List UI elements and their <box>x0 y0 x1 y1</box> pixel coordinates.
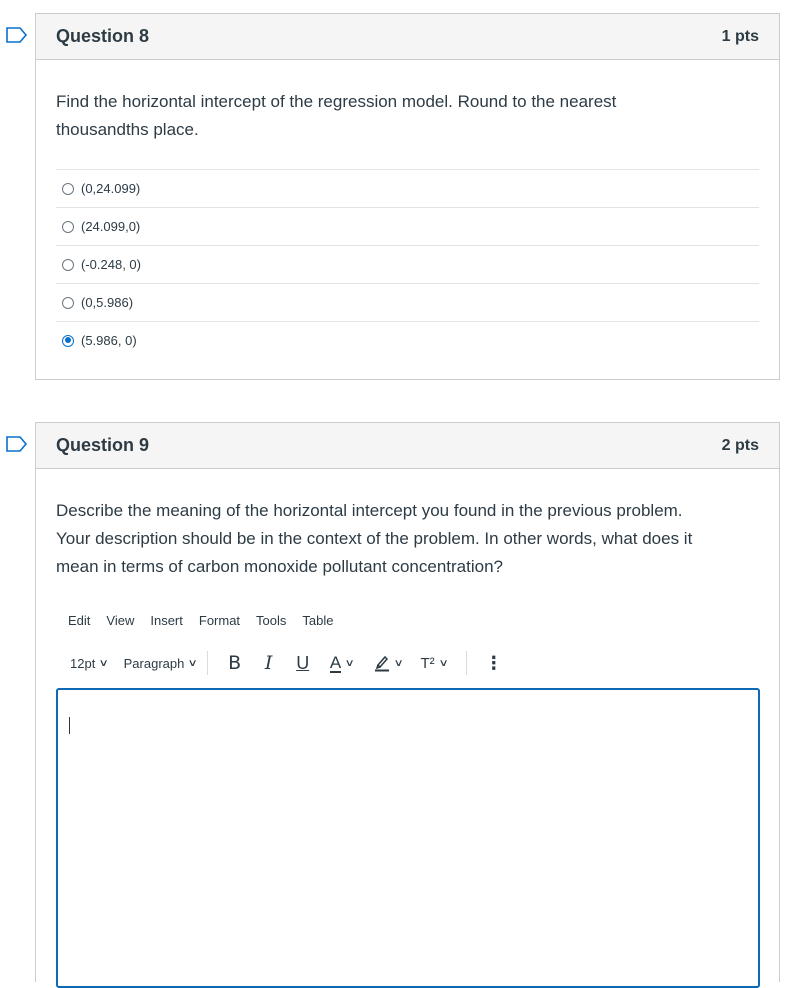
question-text-line: mean in terms of carbon monoxide pollutant concentration? <box>56 557 503 576</box>
more-options-button[interactable] <box>477 649 511 677</box>
text-color-button[interactable] <box>320 649 364 677</box>
italic-icon: I <box>264 652 273 674</box>
question-8-header <box>36 14 779 60</box>
question-8-card <box>35 13 780 380</box>
font-size-value: 12pt <box>70 655 96 671</box>
highlight-color-button[interactable] <box>364 649 412 677</box>
radio-button-checked[interactable] <box>62 335 74 347</box>
question-title: Question 9 <box>56 435 150 455</box>
flag-question-icon[interactable] <box>6 436 28 452</box>
answer-label[interactable]: (0,5.986) <box>81 295 134 310</box>
underline-icon: U <box>296 652 310 673</box>
menu-insert[interactable]: Insert <box>150 613 183 628</box>
more-vertical-icon: ⋮ <box>484 652 503 673</box>
question-text-line: Describe the meaning of the horizontal intercept you found in the previous problem. <box>56 501 683 520</box>
bold-icon: B <box>228 652 242 674</box>
text-cursor <box>69 717 70 734</box>
editor-menubar <box>68 613 349 628</box>
answer-option[interactable] <box>56 283 759 321</box>
answer-list <box>56 169 759 359</box>
italic-button[interactable] <box>252 649 286 677</box>
editor-toolbar <box>56 649 511 677</box>
chevron-down-icon: ∨ <box>438 657 449 669</box>
menu-format[interactable]: Format <box>198 613 241 628</box>
superscript-button[interactable] <box>412 649 456 677</box>
question-9-card <box>35 422 780 982</box>
underline-button[interactable] <box>286 649 320 677</box>
question-text-line: Find the horizontal intercept of the regression model. Round to the nearest <box>56 92 617 111</box>
question-title: Question 8 <box>56 26 150 46</box>
menu-edit[interactable]: Edit <box>68 613 91 628</box>
flag-question-icon[interactable] <box>6 27 28 43</box>
chevron-down-icon: ∨ <box>98 657 110 669</box>
answer-option[interactable] <box>56 169 759 207</box>
rich-text-editor[interactable] <box>56 688 760 988</box>
menu-view[interactable]: View <box>106 613 135 628</box>
answer-option[interactable] <box>56 207 759 245</box>
question-text-line: thousandths place. <box>56 120 199 139</box>
chevron-down-icon: ∨ <box>344 657 355 669</box>
menu-tools[interactable]: Tools <box>256 613 287 628</box>
answer-label[interactable]: (24.099,0) <box>81 219 141 234</box>
toolbar-divider <box>207 651 208 675</box>
chevron-down-icon: ∨ <box>393 657 404 669</box>
answer-option-selected[interactable] <box>56 321 759 359</box>
question-points: 1 pts <box>721 27 759 45</box>
text-color-icon: A <box>329 652 342 672</box>
question-points: 2 pts <box>721 436 759 454</box>
question-text <box>56 88 616 144</box>
superscript-icon: T² <box>420 654 435 672</box>
answer-label[interactable]: (-0.248, 0) <box>81 257 141 272</box>
question-text <box>56 497 692 581</box>
radio-button[interactable] <box>62 183 74 195</box>
bold-button[interactable] <box>218 649 252 677</box>
block-format-value: Paragraph <box>123 655 185 671</box>
chevron-down-icon: ∨ <box>187 657 199 669</box>
radio-button[interactable] <box>62 221 74 233</box>
toolbar-divider <box>466 651 467 675</box>
answer-option[interactable] <box>56 245 759 283</box>
question-text-line: Your description should be in the context of the problem. In other words, what does it <box>56 529 693 548</box>
answer-label[interactable]: (5.986, 0) <box>81 333 137 348</box>
answer-label[interactable]: (0,24.099) <box>81 181 141 196</box>
menu-table[interactable]: Table <box>302 613 334 628</box>
font-size-dropdown[interactable] <box>70 649 108 677</box>
radio-button[interactable] <box>62 297 74 309</box>
radio-button[interactable] <box>62 259 74 271</box>
question-9-header <box>36 423 779 469</box>
block-format-dropdown[interactable] <box>124 649 197 677</box>
highlighter-icon <box>374 654 390 672</box>
